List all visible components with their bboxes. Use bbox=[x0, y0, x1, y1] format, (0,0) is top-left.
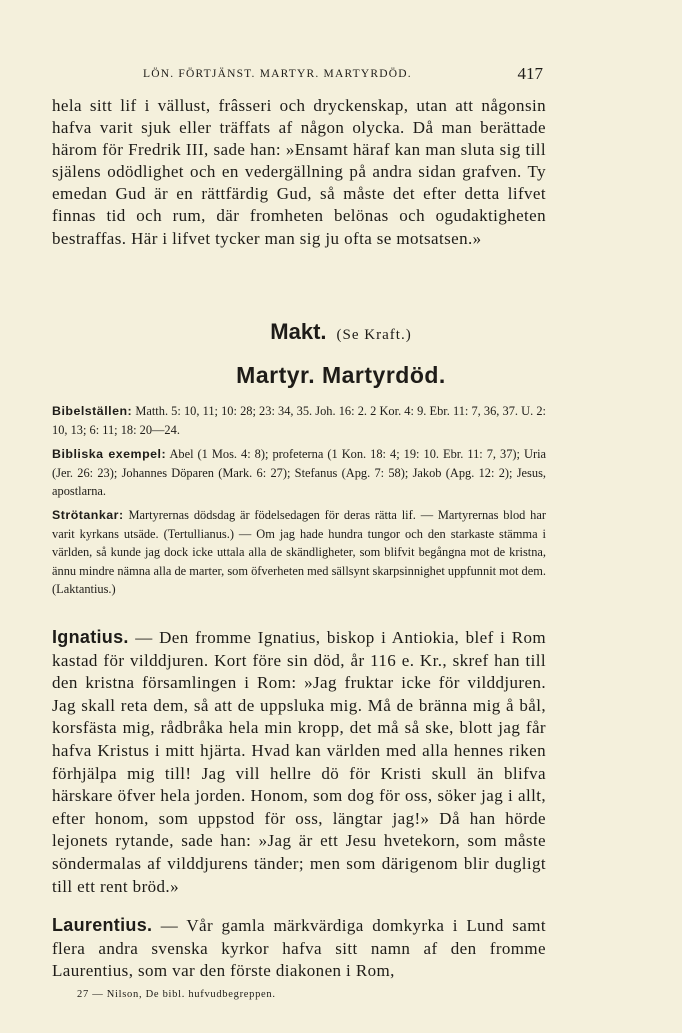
ignatius-name: Ignatius. bbox=[52, 627, 129, 647]
bibelstallen-paragraph bbox=[52, 402, 546, 439]
heading-martyr: Martyr. Martyrdöd. bbox=[236, 362, 446, 388]
bibliska-label: Bibliska exempel: bbox=[52, 447, 167, 461]
strotankar-label: Strötankar: bbox=[52, 508, 124, 522]
ignatius-paragraph bbox=[52, 626, 546, 898]
page-header bbox=[53, 66, 547, 86]
intro-paragraph: hela sitt lif i vällust, frâsseri och dryckenskap, utan att någonsin hafva varit sjuk eller träffats af någon olycka. Då man berättade härom för Fredrik III, sade han: »Ensamt häraf kan man sluta sig till själens odödlighet och en vedergällning på andra sidan grafven. Ty emedan Gud är en rättfärdig Gud, så måste det efter detta lifvet finnas tid och rum, där fromheten belönas och ogudaktigheten bestraffas. Här i lifvet tycker man sig ju ofta se motsatsen.» bbox=[52, 96, 546, 248]
page-footer: 27 — Nilson, De bibl. hufvudbegreppen. bbox=[77, 989, 276, 1000]
ignatius-text: — Den fromme Ignatius, biskop i Antiokia, blef i Rom kastad för vilddjuren. Kort före sin död, år 116 e. Kr., skref han till den kristna församlingen i Rom: »Jag fruktar icke för vilddjuren. Jag skall reta dem, så att de uppsluka mig. Må de bränna mig å bål, korsfästa mig, rådbråka hela min kropp, det må så ske, blott jag får hafva Kristus i mitt hjärta. Hvad kan världen med alla hennes riken förhjälpa mig till! Jag vill hellre dö för Kristi skull än blifva härskare öfver hela jorden. Honom, som dog för oss, söker jag i allt, efter honom, som uppstod för oss, längtar jag!» Då han hörde lejonets rytande, sade han: »Jag är ett Jesu hvetekorn, som måste söndermalas af vilddjurens tänder; men som därigenom blir dugligt till ett rent bröd.» bbox=[52, 628, 546, 896]
running-head: LÖN. FÖRTJÄNST. MARTYR. MARTYRDÖD. bbox=[143, 68, 412, 80]
strotankar-paragraph bbox=[52, 506, 546, 599]
bibliska-paragraph bbox=[52, 445, 546, 501]
bibelstallen-label: Bibelställen: bbox=[52, 404, 133, 418]
bibelstallen-text: Matth. 5: 10, 11; 10: 28; 23: 34, 35. Joh. 16: 2. 2 Kor. 4: 9. Ebr. 11: 7, 36, 37. U. 2: 10, 13; 6: 11; 18: 20—24. bbox=[52, 404, 546, 437]
bibliska-text: Abel (1 Mos. 4: 8); profeterna (1 Kon. 18: 4; 19: 10. Ebr. 11: 7, 37); Uria (Jer. 26: 23); Johannes Döparen (Mark. 6: 27); Stefanus (Apg. 7: 58); Jakob (Apg. 12: 2); Jesus, apostlarna. bbox=[52, 447, 547, 499]
page-number: 417 bbox=[517, 64, 543, 83]
strotankar-text: Martyrernas dödsdag är födelsedagen för deras rätta lif. — Martyrernas blod har varit kyrkans utsäde. (Tertullianus.) — Om jag hade hundra tungor och den starkaste stämma i världen, så kunde jag dock icke uttala alla de skändligheter, som blifvit begångna mot de kristna, ännu mindre nämna alla de marter, som öfverheten med sällsynt skarpsinnighet uppfunnit mot dem. (Laktantius.) bbox=[52, 508, 546, 597]
heading-makt bbox=[0, 319, 682, 345]
laurentius-name: Laurentius. bbox=[52, 915, 153, 935]
heading-makt-reference: (Se Kraft.) bbox=[336, 327, 412, 343]
laurentius-paragraph bbox=[52, 914, 546, 983]
laurentius-text: — Vår gamla märkvärdiga domkyrka i Lund samt flera andra svenska kyrkor hafva sitt namn af den fromme Laurentius, som var den förste diakonen i Rom, bbox=[52, 916, 546, 981]
heading-makt-word: Makt. bbox=[270, 319, 327, 344]
